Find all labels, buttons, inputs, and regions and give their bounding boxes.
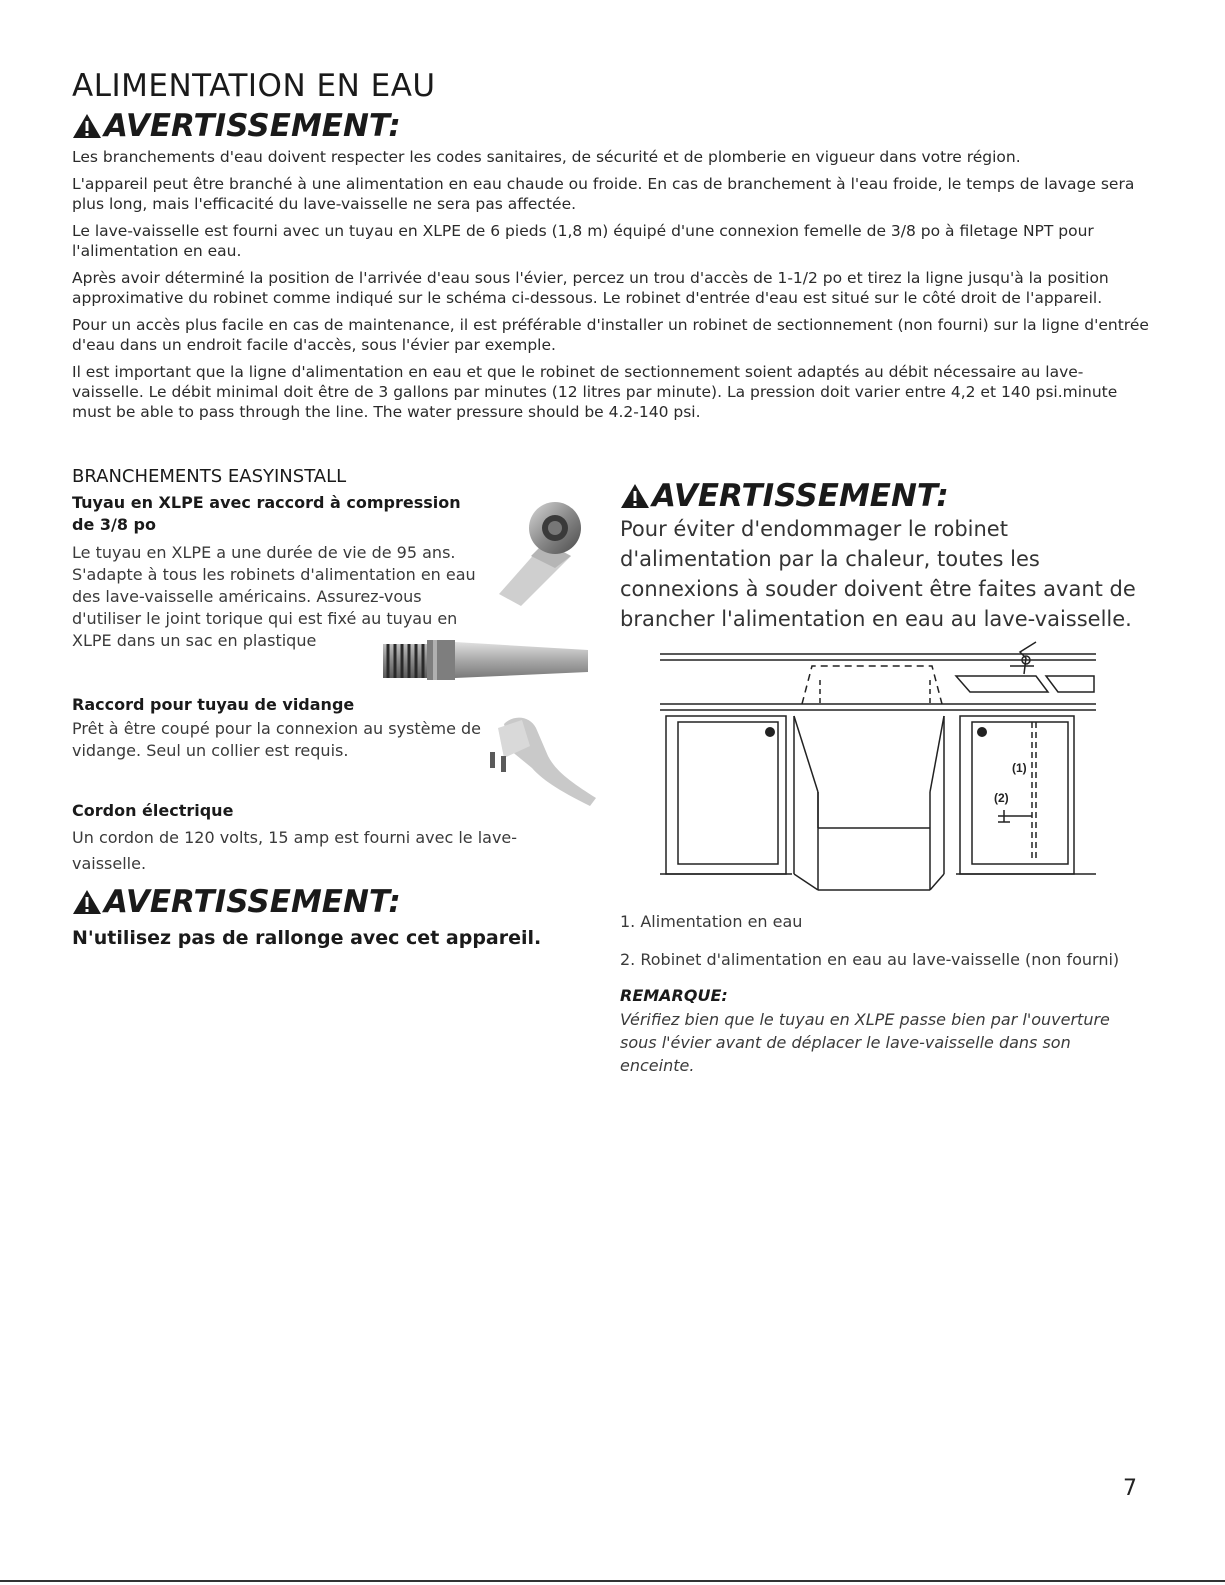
extension-cord-warning: N'utilisez pas de rallonge avec cet appareil.: [72, 927, 542, 949]
warning-triangle-icon: [620, 483, 650, 509]
paragraph: Les branchements d'eau doivent respecter les codes sanitaires, de sécurité et de plomberie en vigueur dans votre région.: [72, 148, 1021, 166]
page-title: ALIMENTATION EN EAU: [72, 68, 436, 104]
cord-title: Cordon électrique: [72, 801, 234, 820]
warning-heading-text: AVERTISSEMENT:: [652, 478, 949, 514]
warning-top-body: [72, 147, 1152, 429]
caption-2: 2. Robinet d'alimentation en eau au lave-vaisselle (non fourni): [620, 950, 1120, 969]
caption-1: 1. Alimentation en eau: [620, 912, 803, 931]
paragraph: Le lave-vaisselle est fourni avec un tuyau en XLPE de 6 pieds (1,8 m) équipé d'une connexion femelle de 3/8 po à filetage NPT pour l'alimentation en eau.: [72, 222, 1094, 260]
hose-text: Le tuyau en XLPE a une durée de vie de 95 ans. S'adapte à tous les robinets d'alimentation en eau des lave-vaisselle américains. Assurez-vous d'utiliser le joint torique qui est fixé au tuyau en XLPE dans un sac en plastique: [72, 543, 476, 650]
page-number: 7: [1123, 1476, 1137, 1501]
hose-title: Tuyau en XLPE avec raccord à compression de 3/8 po: [72, 493, 461, 534]
page-bottom-rule: [0, 1580, 1225, 1582]
diagram-label-2: (2): [994, 791, 1009, 805]
easyinstall-heading: BRANCHEMENTS EASYINSTALL: [72, 466, 347, 487]
paragraph: Pour un accès plus facile en cas de maintenance, il est préférable d'installer un robinet de sectionnement (non fourni) sur la ligne d'entrée d'eau dans un endroit facile d'accès, sous l'évier par exemple.: [72, 316, 1149, 354]
warning-heading-bottom-left: [72, 884, 401, 920]
warning-triangle-icon: [72, 889, 102, 915]
solder-warning-text: Pour éviter d'endommager le robinet d'alimentation par la chaleur, toutes les connexions à souder doivent être faites avant de brancher l'alimentation en eau au lave-vaisselle.: [620, 517, 1136, 631]
remarque-text: Vérifiez bien que le tuyau en XLPE passe bien par l'ouverture sous l'évier avant de déplacer le lave-vaisselle dans son enceinte.: [620, 1010, 1110, 1075]
cord-text: Un cordon de 120 volts, 15 amp est fourni avec le lave-vaisselle.: [72, 828, 518, 873]
xlpe-hose-image: [383, 636, 593, 684]
compression-fitting-image: [495, 498, 585, 610]
remarque-heading: REMARQUE:: [620, 986, 728, 1005]
warning-heading-text: AVERTISSEMENT:: [104, 884, 401, 920]
warning-triangle-icon: [72, 113, 102, 139]
warning-heading-top: [72, 108, 401, 144]
installation-diagram: [660, 632, 1100, 897]
warning-heading-right: [620, 478, 949, 514]
warning-heading-text: AVERTISSEMENT:: [104, 108, 401, 144]
paragraph: Il est important que la ligne d'alimentation en eau et que le robinet de sectionnement soient adaptés au débit nécessaire au lave-vaisselle. Le débit minimal doit être de 3 gallons par minutes (12 litres par minute). La pression doit varier entre 4,2 et 140 psi.minute must be able to pass through the line. The water pressure should be 4.2-140 psi.: [72, 363, 1118, 421]
paragraph: L'appareil peut être branché à une alimentation en eau chaude ou froide. En cas de branchement à l'eau froide, le temps de lavage sera plus long, mais l'efficacité du lave-vaisselle ne sera pas affectée.: [72, 175, 1135, 213]
paragraph: Après avoir déterminé la position de l'arrivée d'eau sous l'évier, percez un trou d'accès de 1-1/2 po et tirez la ligne jusqu'à la position approximative du robinet comme indiqué sur le schéma ci-dessous. Le robinet d'entrée d'eau est situé sur le côté droit de l'appareil.: [72, 269, 1109, 307]
diagram-label-1: (1): [1012, 761, 1027, 775]
drain-title: Raccord pour tuyau de vidange: [72, 695, 355, 714]
drain-fitting-image: [474, 706, 599, 808]
drain-text: Prêt à être coupé pour la connexion au système de vidange. Seul un collier est requis.: [72, 719, 482, 760]
